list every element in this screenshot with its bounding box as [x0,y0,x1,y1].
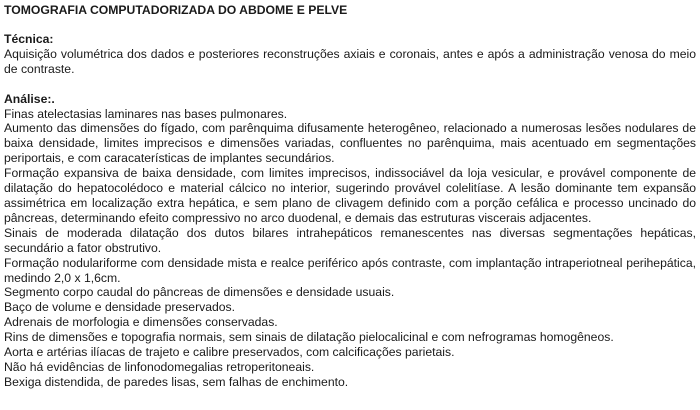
finding-spleen: Baço de volume e densidade preservados. [4,300,236,315]
technique-heading: Técnica: [4,31,54,46]
finding-perihepatic-nodule: Formação nodulariforme com densidade mista e realce periférico após contraste, com implantação intraperiotneal perihepática, medindo 2,0 x 1,6cm. [4,255,696,285]
finding-kidneys: Rins de dimensões e topografia normais, sem sinais de dilatação pielocalicinal e com nefrogramas homogêneos. [4,330,614,345]
finding-pancreas: Segmento corpo caudal do pâncreas de dimensões e densidade usuais. [4,285,395,300]
analysis-section [4,92,696,390]
finding-gallbladder-mass: Formação expansiva de baixa densidade, com limites imprecisos, indissociável da loja vesicular, e provável componente de dilatação do hepatocolédoco e material cálcico no interior, sugerindo provável colelitíase. A lesão dominante tem expansão assimétrica em localização extra hepática, e sem plano de clivagem definido com a porção cefálica e processo uncinado do pâncreas, determinando efeito compressivo no arco duodenal, e demais das estruturas viscerais adjacentes. [4,166,696,225]
technique-text: Aquisição volumétrica dos dados e posteriores reconstruções axiais e coronais, antes e após a administração venosa do meio de contraste. [4,46,696,76]
finding-bile-ducts: Sinais de moderada dilatação dos dutos bilares intrahepáticos remanescentes nas diversas segmentações hepáticas, secundário a fator obstrutivo. [4,225,696,255]
finding-bladder: Bexiga distendida, de paredes lisas, sem falhas de enchimento. [4,374,349,389]
finding-aorta: Aorta e artérias ilíacas de trajeto e calibre preservados, com calcificações parietais. [4,345,455,360]
finding-lymph-nodes: Não há evidências de linfonodomegalias retroperitoneais. [4,359,315,374]
analysis-heading: Análise:. [4,91,55,106]
finding-lungs: Finas atelectasias laminares nas bases pulmonares. [4,106,288,121]
technique-section [4,32,696,77]
report-title: TOMOGRAFIA COMPUTADORIZADA DO ABDOME E PELVE [4,3,348,17]
finding-liver: Aumento das dimensões do fígado, com parênquima difusamente heterogêneo, relacionado a numerosas lesões nodulares de baixa densidade, limites imprecisos e dimensões variadas, confluentes no parênquima, mais acentuado em segmentações periportais, e com caracaterísticas de implantes secundários. [4,121,696,166]
finding-adrenals: Adrenais de morfologia e dimensões conservadas. [4,315,278,330]
